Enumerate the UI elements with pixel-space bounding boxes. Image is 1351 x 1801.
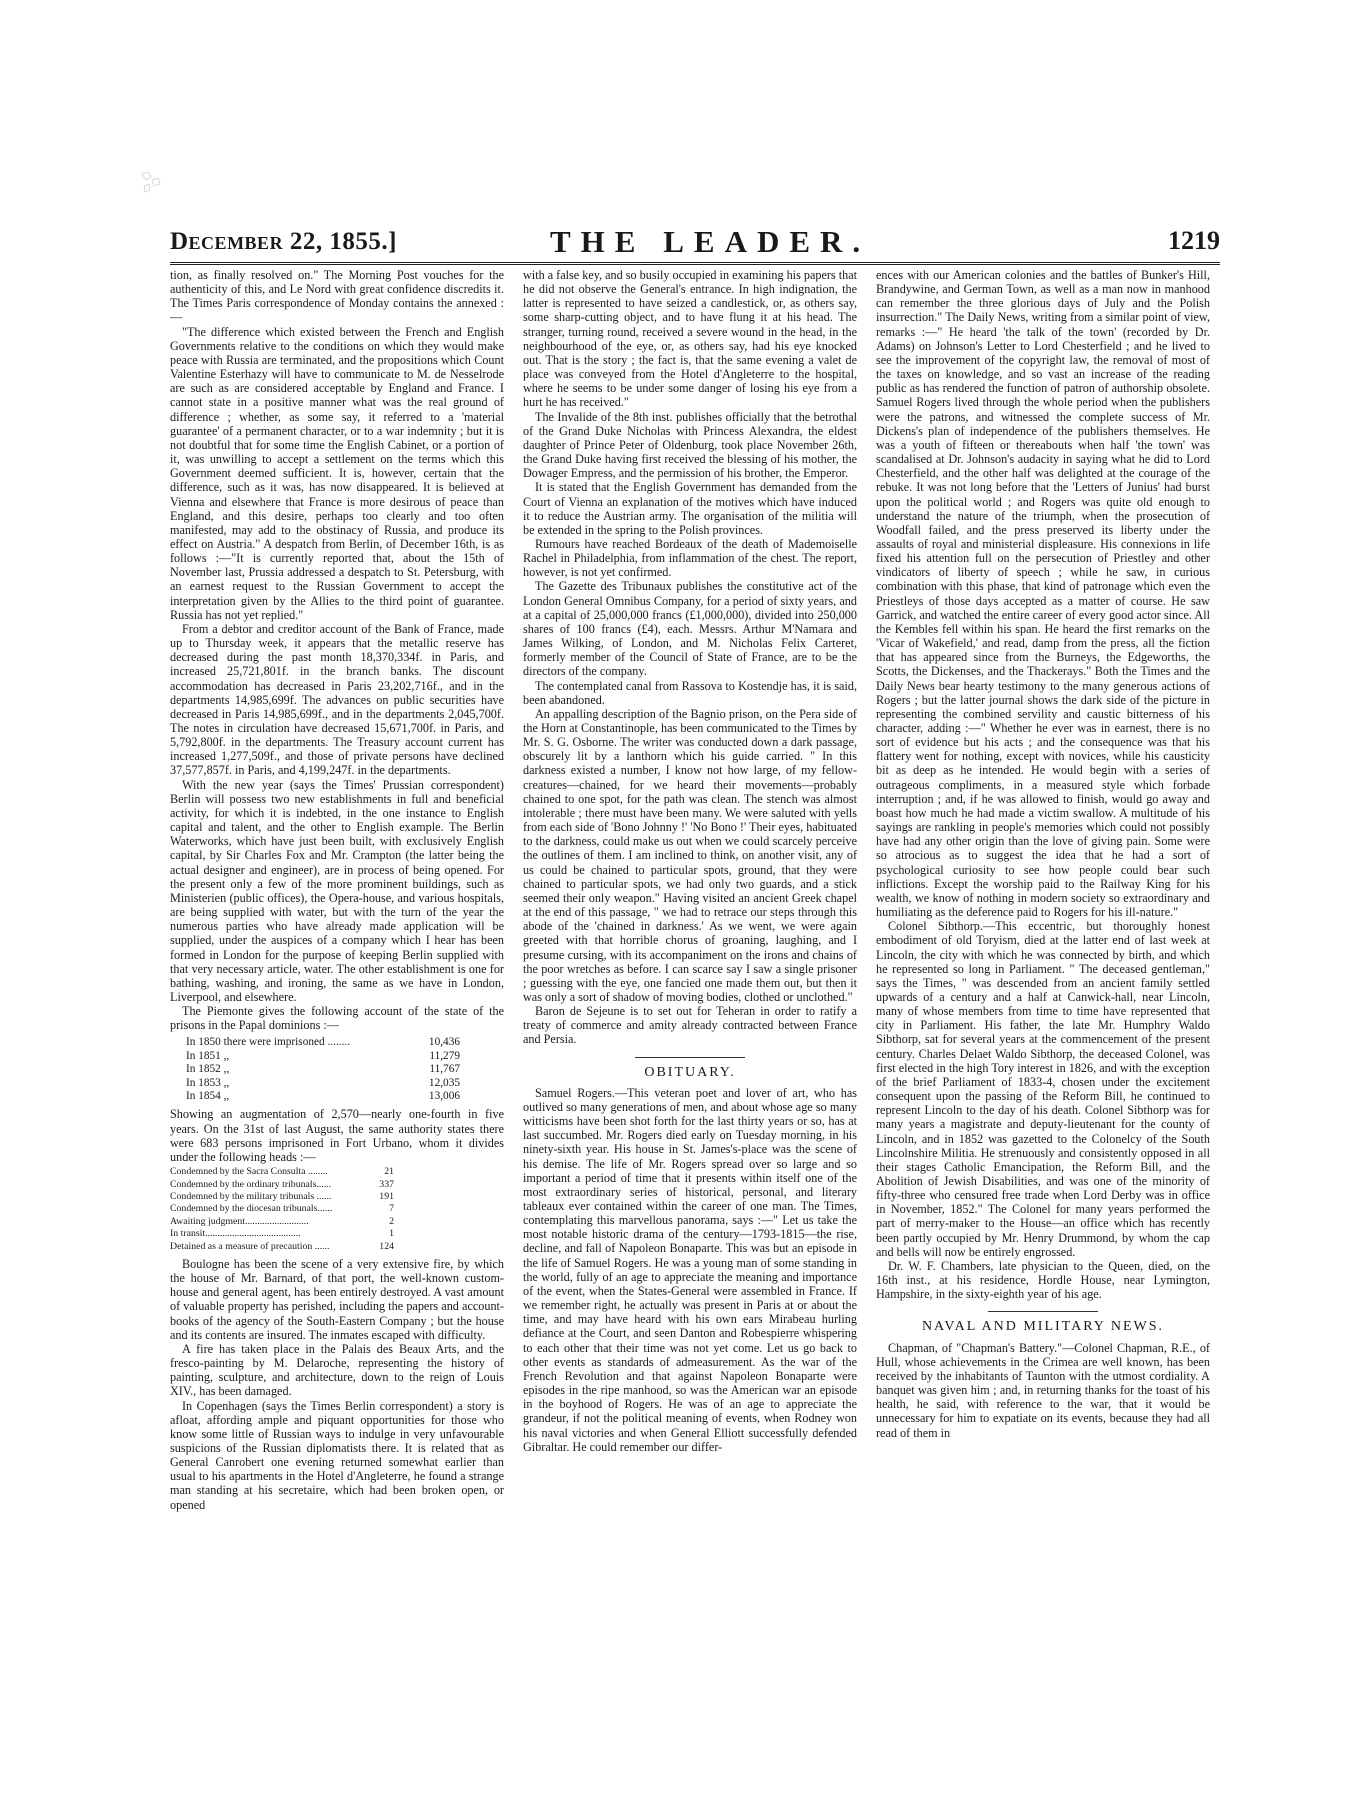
table-label: In 1851 ,,: [186, 1049, 230, 1062]
article-paragraph: Colonel Sibthorp.—This eccentric, but thoroughly honest embodiment of old Toryism, died at the latter end of last week at Lincoln, the city with which he was connected by birth, and which he represented so long in Parliament. " The deceased gentleman," says the Times, " was descended from an ancient family settled upwards of a century and a half at Canwick-hall, near Lincoln, many of whose members from time to time have represented that city in Parliament. His father, the late Mr. Humphry Waldo Sibthorp, sat for several years at the commencement of the present century. Charles Delaet Waldo Sibthorp, the deceased Colonel, was first elected in the high Tory interest in 1826, and with the exception of the brief Parliament of 1833-4, chosen under the excitement consequent upon the passing of the Reform Bill, he continued to represent Lincoln to the day of his death. Colonel Sibthorp was for many years a magistrate and deputy-lieutenant for the county of Lincoln, and in 1852 was gazetted to the Colonelcy of the South Lincolnshire Militia. He strenuously and consistently opposed in all their stages Catholic Emancipation, the Reform Bill, and the Abolition of Jewish Disabilities, and was one of the minority of fifty-three who censured free trade when Lord Derby was in office in November, 1852." The Colonel for many years performed the part of merry-maker to the House—an office which has recently been partly occupied by Mr. Henry Drummond, by whom the cap and bells will now be entirely engrossed.: [876, 919, 1210, 1259]
library-stamp-mark: [138, 168, 168, 198]
table-row: [170, 1216, 504, 1228]
article-paragraph: The contemplated canal from Rassova to Kostendje has, it is said, been abandoned.: [523, 678, 857, 707]
table-label: In 1852 ,,: [186, 1063, 230, 1076]
table-label: In transit.......................................: [170, 1228, 301, 1240]
table-row: [170, 1179, 504, 1191]
article-paragraph: It is stated that the English Government has demanded from the Court of Vienna an explanation of the motives which have induced it to reduce the Austrian army. The organisation of the militia will be extended in the spring to the Polish provinces.: [523, 480, 857, 537]
fort-urbano-table: [170, 1166, 504, 1253]
article-paragraph: From a debtor and creditor account of the Bank of France, made up to Thursday week, it appears that the metallic reserve has decreased during the past month 18,370,334f. in Paris, and increased 25,721,801f. in the branch banks. The discount accommodation has decreased in Paris 23,202,716f., and in the departments 14,985,699f. The advances on public securities have decreased in Paris 14,985,699f., and in the departments 2,045,700f. The notes in circulation have decreased 15,671,700f. in Paris, and 5,792,800f. in the departments. The Treasury account current has increased 1,277,509f., and those of private persons have declined 37,577,857f. in Paris, and 4,199,247f. in the departments.: [170, 621, 504, 778]
table-value: 10,436: [428, 1036, 460, 1049]
table-label: Detained as a measure of precaution ......: [170, 1240, 330, 1252]
table-label: In 1854 ,,: [186, 1090, 230, 1103]
article-paragraph: The Piemonte gives the following account of the state of the prisons in the Papal dominions :—: [170, 1004, 504, 1033]
column-1: [170, 268, 504, 1686]
table-row: [170, 1203, 504, 1215]
naval-military-heading: NAVAL AND MILITARY NEWS.: [921, 1319, 1165, 1335]
table-value: 191: [379, 1190, 394, 1202]
article-paragraph: "The difference which existed between the French and English Governments relative to the conditions on which they would make peace with Russia are terminated, and the propositions which Count Valentine Esterhazy will have to communicate to M. de Nesselrode are such as are considered acceptable by England and France. I cannot state in a positive manner what was the real ground of difference ; whether, as some say, it referred to a 'material guarantee' of a permanent character, or to a war indemnity ; but it is not doubtful that for some time the English Cabinet, or a portion of it, was unwilling to accept a settlement on the terms which this Government deemed sufficient. It is, however, certain that the difference, such as it was, has now disappeared. It is believed at Vienna and elsewhere that France is more desirous of peace than England, and this desire, perhaps too clearly and too often manifested, may add to the obstinacy of Russia, and produce its effect on Austria." A despatch from Berlin, of December 16th, is as follows :—"It is currently reported that, about the 15th of November last, Prussia addressed a despatch to St. Petersburg, with an earnest request to the Russian Government to accept the interpretation given by the Allies to the third point of guarantee. Russia has not yet replied.": [170, 324, 504, 622]
table-row: [170, 1166, 504, 1178]
newspaper-title: THE LEADER.: [550, 224, 871, 259]
table-value: 11,767: [429, 1063, 460, 1076]
table-value: 7: [389, 1203, 394, 1215]
table-row: [170, 1191, 504, 1203]
table-label: Condemned by the ordinary tribunals......: [170, 1178, 332, 1190]
page-number: 1219: [1168, 226, 1220, 255]
table-value: 124: [379, 1240, 394, 1252]
table-value: 1: [389, 1228, 394, 1240]
table-label: Awaiting judgment..........................: [170, 1215, 309, 1227]
article-paragraph: Baron de Sejeune is to set out for Teheran in order to ratify a treaty of commerce and amity already contracted between France and Persia.: [523, 1004, 857, 1047]
table-label: Condemned by the diocesan tribunals......: [170, 1203, 333, 1215]
article-paragraph: In Copenhagen (says the Times Berlin correspondent) a story is afloat, affording ample and piquant opportunities for those who know some little of Russian ways to indulge in very unfavourable suspicions of the Russian diplomatists there. It is related that as General Canrobert one evening returned somewhat earlier than usual to his apartments in the Hotel d'Angleterre, he found a strange man standing at his secretaire, which had been broken open, or opened: [170, 1398, 504, 1512]
table-label: In 1850 there were imprisoned ........: [186, 1036, 351, 1049]
table-value: 337: [379, 1178, 394, 1190]
article-paragraph: Dr. W. F. Chambers, late physician to the Queen, died, on the 16th inst., at his residence, Hordle House, near Lymington, Hampshire, in the sixty-eighth year of his age.: [876, 1258, 1210, 1302]
table-value: 13,006: [428, 1090, 460, 1103]
table-row: [186, 1050, 504, 1063]
table-row: [186, 1063, 504, 1076]
article-paragraph: Showing an augmentation of 2,570—nearly one-fourth in five years. On the 31st of last August, the same authority states there were 683 persons imprisoned in Fort Urbano, whom it divides under the following heads :—: [170, 1107, 504, 1164]
column-3: [876, 268, 1210, 1686]
section-divider: [988, 1311, 1098, 1312]
article-paragraph: ences with our American colonies and the battles of Bunker's Hill, Brandywine, and German Town, as well as a man now in manhood can remember the three glorious days of July and the Polish insurrection." The Daily News, writing from a similar point of view, remarks :—" He heard 'the talk of the town' (recorded by Dr. Adams) on Johnson's Letter to Lord Chesterfield ; and he lived to see the improvement of the copyright law, the removal of most of the taxes on knowledge, and so vast an increase of the reading public as has rendered the function of patron of authorship obsolete. Samuel Rogers lived through the whole period when the publishers were the patrons, and witnessed the complete success of Mr. Dickens's plan of independence of the publishers themselves. He was a youth of fifteen or thereabouts when half 'the town' was scandalised at Dr. Johnson's audacity in saying what he did to Lord Chesterfield, and the other half was delighted at the courage of the rebuke. It was not long before that the 'Letters of Junius' had burst upon the political world ; and Rogers was quite old enough to understand the nature of the triumph, when the prosecution of Woodfall failed, and the press preserved its liberty under the assaults of royal and ministerial displeasure. His connexions in life fixed his attention full on the persecution of Priestley and other vindicators of liberty of speech ; while he saw, in curious combination with this phase, that kind of patronage which even the Priestleys of those days accepted as a matter of course. He saw Garrick, and watched the entire career of every good actor since. All the Kembles fell within his span. He heard the first remarks on the 'Vicar of Wakefield,' and read, damp from the press, all the fiction that has appeared since from the Burneys, the Edgeworths, the Scotts, the Dickenses, and the Thackerays." Both the Times and the Daily News bear hearty testimony to the many generous actions of Rogers ; but the latter journal shows the dark side of the picture in representing the combined servility and caustic bitterness of his character, adding :—" Whether he ever was in earnest, there is no sort of evidence but his acts ; and the consequence was that his flattery went for nothing, except with novices, while his causticity bit as deep as he intended. He would begin with a series of outrageous compliments, in a measured style which forbade interruption ; and, if he was allowed to finish, would go away and boast how much he had made a victim swallow. A multitude of his sayings are rankling in people's memories which could not possibly have had any other origin than the love of giving pain. Some were so atrocious as to suggest the idea that he had a sort of psychological curiosity to see how people could bear such inflictions. Except the worship paid to the Railway King for his wealth, we know of nothing in modern society so extraordinary and humiliating as the deference paid to Rogers for his ill-nature.": [876, 268, 1210, 920]
table-label: In 1853 ,,: [186, 1076, 230, 1089]
table-value: 2: [389, 1215, 394, 1227]
table-value: 11,279: [429, 1049, 460, 1062]
table-row: [186, 1077, 504, 1090]
masthead: [170, 224, 1220, 258]
table-label: Condemned by the military tribunals ......: [170, 1190, 332, 1202]
article-paragraph: An appalling description of the Bagnio prison, on the Pera side of the Horn at Constantinople, has been communicated to the Times by Mr. S. G. Osborne. The writer was conducted down a dark passage, obscurely lit by a lanthorn which his guide carried. " In this darkness existed a number, I know not how large, of my fellow-creatures—chained, for we heard their movements—probably chained to one spot, for the path was clean. The stench was almost intolerable ; there must have been many. We were saluted with yells from each side of 'Bono Johnny !' 'No Bono !' Their eyes, habituated to the darkness, could make us out when we could scarcely perceive the outlines of them. I am inclined to think, on another visit, any of us could be chained to particular spots, ground, that they were chained to particular spots, we had only two guards, and a stick seemed their only weapon." Having visited an ancient Greek chapel at the end of this passage, " we had to retrace our steps through this abode of the 'chained in darkness.' As we went, we were again greeted with that horrible chorus of groaning, laughing, and I presume cursing, with its accompaniment on the irons and chains of the poor wretches as before. I can scarce say I saw a single prisoner ; guessing with the eye, one fancied one made them out, but then it was only a sort of shadow of moving bodies, clothed or unclothed.": [523, 706, 857, 1004]
article-paragraph: tion, as finally resolved on." The Morning Post vouches for the authenticity of this, and Le Nord with great confidence discredits it. The Times Paris correspondence of Monday contains the annexed :—: [170, 268, 504, 325]
table-row: [186, 1036, 504, 1049]
article-paragraph: Samuel Rogers.—This veteran poet and lover of art, who has outlived so many generations of men, and about whose age so many witticisms have been shot forth for the last thirty years or so, has at last succumbed. Mr. Rogers died early on Tuesday morning, in his ninety-sixth year. His house in St. James's-place was the scene of his demise. The life of Mr. Rogers spread over so large and so important a period of time that it presents within itself one of the most extraordinary series of historical, personal, and literary tableaux ever contained within the career of one man. The Times, contemplating this marvellous panorama, says :—" Let us take the most notable historic drama of the century—1793-1815—the rise, decline, and fall of Napoleon Bonaparte. This was but an episode in the life of Samuel Rogers. He was a young man of some standing in the world, fully of an age to appreciate the meaning and importance of the event, when the States-General were assembled in France. If we remember right, he actually was present in Paris at or about the time, and may have heard with his own ears Mirabeau hurling defiance at the Court, and seen Danton and Robespierre whispering to each other that their time was not yet come. Let us go back to other events as standards of admeasurement. As the war of the French Revolution and that against Napoleon Bonaparte were episodes in the ripe manhood, so was the American war an episode in the boyhood of Rogers. He was of an age to appreciate the grandeur, if not the political meaning of events, when Rodney won his naval victories and when General Elliott successfully defended Gibraltar. He could remember our differ-: [523, 1085, 857, 1454]
section-divider: [635, 1057, 745, 1058]
prison-statistics-table: [186, 1036, 504, 1103]
issue-date: December 22, 1855.]: [170, 228, 397, 255]
article-paragraph: With the new year (says the Times' Prussian correspondent) Berlin will possess two new establishments in full and beneficial activity, for which it is indebted, in the one instance to English capital and talent, and the other to English example. The Berlin Waterworks, which have just been built, with exclusively English capital, by Sir Charles Fox and Mr. Crampton (the latter being the actual designer and engineer), are in process of being opened. For the present only a few of the more prominent buildings, such as Ministerien (public offices), the Opera-house, and various hospitals, are being supplied with water, but with the turn of the year the numerous parties who have already made application will be supplied, under the auspices of a company which I hear has been formed in London for the purpose of keeping Berlin supplied with that very necessary article, water. The other establishment is one for bathing, washing, and ironing, the same as we have in London, Liverpool, and elsewhere.: [170, 777, 504, 1004]
table-label: Condemned by the Sacra Consulta ........: [170, 1166, 328, 1178]
masthead-rule: [170, 262, 1220, 265]
article-paragraph: Chapman, of "Chapman's Battery."—Colonel Chapman, R.E., of Hull, whose achievements in the Crimea are well known, has been received by the inhabitants of Taunton with the utmost cordiality. A banquet was given him ; and, in returning thanks for the toast of his health, he said, with reference to the war, that it would be unnecessary for him to expatiate on its events, because they had all read of them in: [876, 1340, 1210, 1440]
article-paragraph: Rumours have reached Bordeaux of the death of Mademoiselle Rachel in Philadelphia, from inflammation of the chest. The report, however, is not yet confirmed.: [523, 536, 857, 580]
article-paragraph: Boulogne has been the scene of a very extensive fire, by which the house of Mr. Barnard, of that port, the well-known custom-house and general agent, has been entirely destroyed. A vast amount of valuable property has perished, including the papers and account-books of the agency of the South-Eastern Company ; but the house and its contents are insured. The inmates escaped with difficulty.: [170, 1256, 504, 1342]
article-paragraph: with a false key, and so busily occupied in examining his papers that he did not observe the General's entrance. In high indignation, the latter is represented to have seized a candlestick, or, as others say, some sharp-cutting object, and to have flung it at his head. The stranger, turning round, received a severe wound in the head, in the neighbourhood of the eye, or, as others say, had his eye knocked out. That is the story ; the fact is, that the same evening a valet de place was conveyed from the Hotel d'Angleterre to the hospital, where he seems to be under some danger of losing his eye from a hurt he has received.": [523, 268, 857, 410]
table-row: [186, 1090, 504, 1103]
obituary-heading: OBITUARY.: [644, 1064, 736, 1080]
article-paragraph: The Gazette des Tribunaux publishes the constitutive act of the London General Omnibus Company, for a period of sixty years, and at a capital of 25,000,000 francs (£1,000,000), divided into 250,000 shares of 100 francs (£4), each. Messrs. Arthur M'Namara and James Wilking, of London, and M. Nicholas Felix Carteret, formerly member of the Council of State of France, are to be the directors of the company.: [523, 579, 857, 679]
article-paragraph: A fire has taken place in the Palais des Beaux Arts, and the fresco-painting by M. Delaroche, representing the history of painting, sculpture, and architecture, down to the reign of Louis XIV., has been damaged.: [170, 1341, 504, 1399]
column-2: [523, 268, 857, 1686]
table-row: [170, 1241, 504, 1253]
table-value: 21: [384, 1166, 394, 1178]
table-value: 12,035: [428, 1076, 460, 1089]
table-row: [170, 1228, 504, 1240]
article-paragraph: The Invalide of the 8th inst. publishes officially that the betrothal of the Grand Duke Nicholas with Princess Alexandra, the eldest daughter of Prince Peter of Oldenburg, took place November 26th, the Grand Duke having first received the blessing of his mother, the Dowager Empress, and the permission of his brother, the Emperor.: [523, 409, 857, 481]
